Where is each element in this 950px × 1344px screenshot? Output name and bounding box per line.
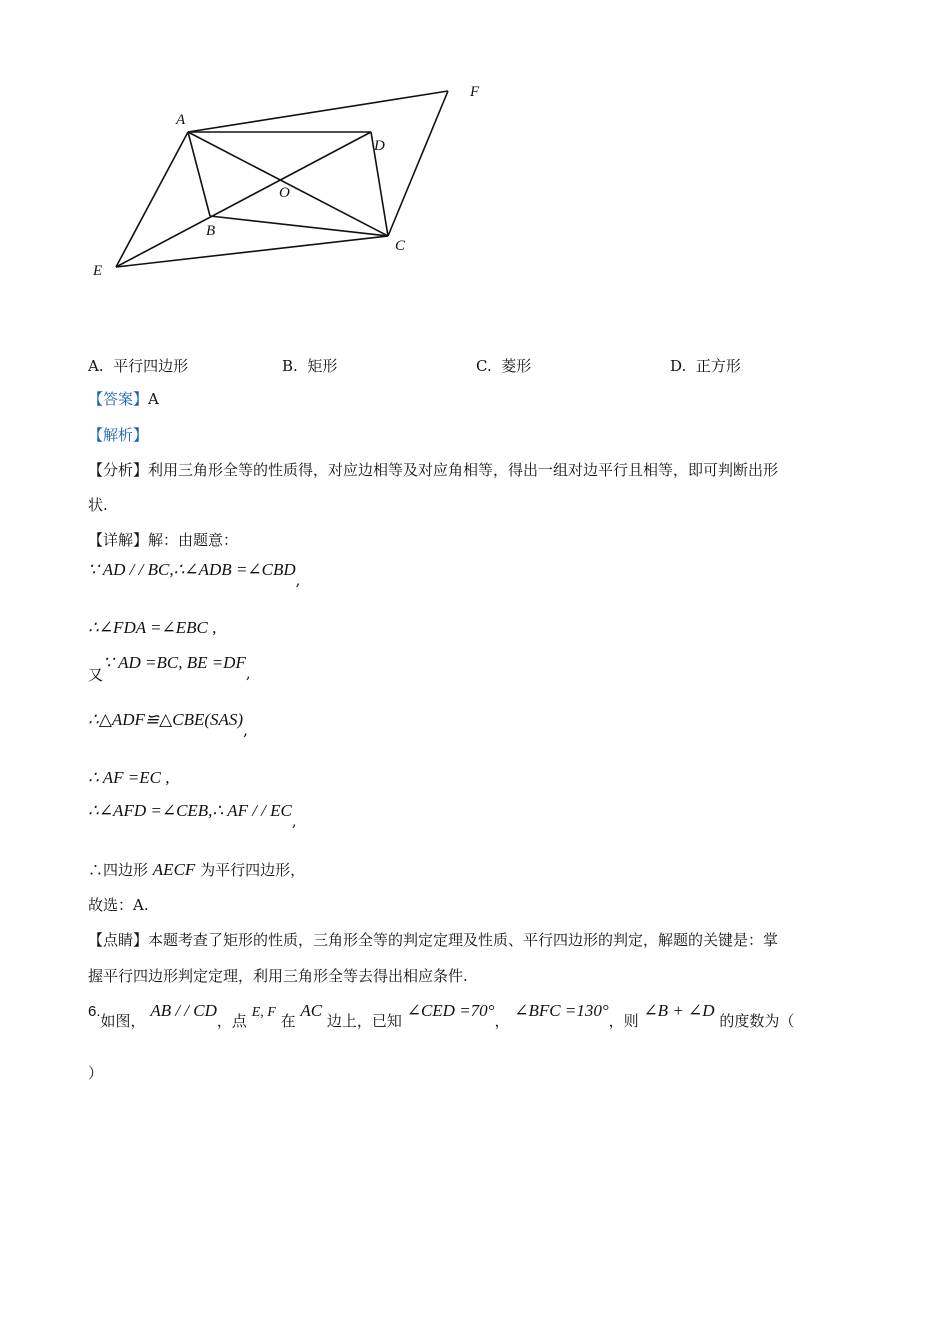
label-O: O bbox=[279, 185, 290, 201]
segment-CE bbox=[116, 236, 388, 267]
label-C: C bbox=[395, 238, 406, 254]
segment-CB bbox=[210, 216, 388, 236]
detail-line: 【详解】解：由题意： bbox=[88, 531, 239, 549]
option-b: B. 矩形 bbox=[282, 357, 338, 375]
comment-line-2: 握平行四边形判定定理，利用三角形全等去得出相应条件. bbox=[88, 967, 468, 985]
geometry-figure bbox=[80, 75, 520, 290]
step-4: ∴△ADF≌△CBE(SAS), bbox=[88, 710, 248, 739]
answer-value: A bbox=[148, 390, 159, 408]
comment-line-1: 【点睛】本题考查了矩形的性质，三角形全等的判定定理及性质、平行四边形的判定，解题的关键是：掌 bbox=[88, 931, 779, 949]
label-F: F bbox=[470, 84, 480, 100]
step-1: ∵ AD / / BC,∴∠ADB =∠CBD, bbox=[88, 560, 301, 589]
step-5: ∴ AF =EC , bbox=[88, 768, 170, 787]
question-6-close: ） bbox=[88, 1064, 104, 1082]
quadrilateral-diagram bbox=[80, 75, 520, 290]
step-2: ∴∠FDA =∠EBC , bbox=[88, 618, 217, 637]
step-6: ∴∠AFD =∠CEB,∴ AF / / EC, bbox=[88, 801, 297, 830]
label-E: E bbox=[93, 263, 103, 279]
fenxi-line-2: 状. bbox=[88, 496, 108, 514]
segment-FC bbox=[388, 91, 448, 236]
fenxi-line-1: 【分析】利用三角形全等的性质得，对应边相等及对应角相等，得出一组对边平行且相等，即可判断出形 bbox=[88, 461, 779, 479]
step-3: 又∵ AD =BC, BE =DF, bbox=[88, 653, 251, 684]
option-c: C. 菱形 bbox=[476, 357, 532, 375]
analysis-heading: 【解析】 bbox=[88, 426, 149, 444]
segment-BA bbox=[188, 132, 210, 216]
fenxi-tag: 【分析】 bbox=[88, 461, 149, 479]
option-d: D. 正方形 bbox=[670, 357, 741, 375]
answer-line bbox=[88, 388, 159, 409]
label-D: D bbox=[374, 138, 385, 154]
answer-tag: 【答案】 bbox=[88, 390, 149, 408]
detail-tag: 【详解】 bbox=[88, 531, 149, 549]
label-B: B bbox=[206, 223, 216, 239]
label-A: A bbox=[176, 112, 186, 128]
step-7: ∴四边形 AECF 为平行四边形， bbox=[88, 860, 306, 879]
option-a: A. 平行四边形 bbox=[88, 357, 189, 375]
segment-ED bbox=[116, 132, 371, 267]
segment-EA bbox=[116, 132, 188, 267]
comment-tag: 【点睛】 bbox=[88, 931, 149, 949]
segment-AC bbox=[188, 132, 388, 236]
segment-AF bbox=[188, 91, 448, 132]
question-6: 6.如图， AB / / CD，点 E, F 在 AC 边上，已知 ∠CED =70°， ∠BFC =130°，则 ∠B + ∠D 的度数为（ bbox=[88, 1001, 795, 1030]
step-8: 故选：A. bbox=[88, 896, 149, 914]
